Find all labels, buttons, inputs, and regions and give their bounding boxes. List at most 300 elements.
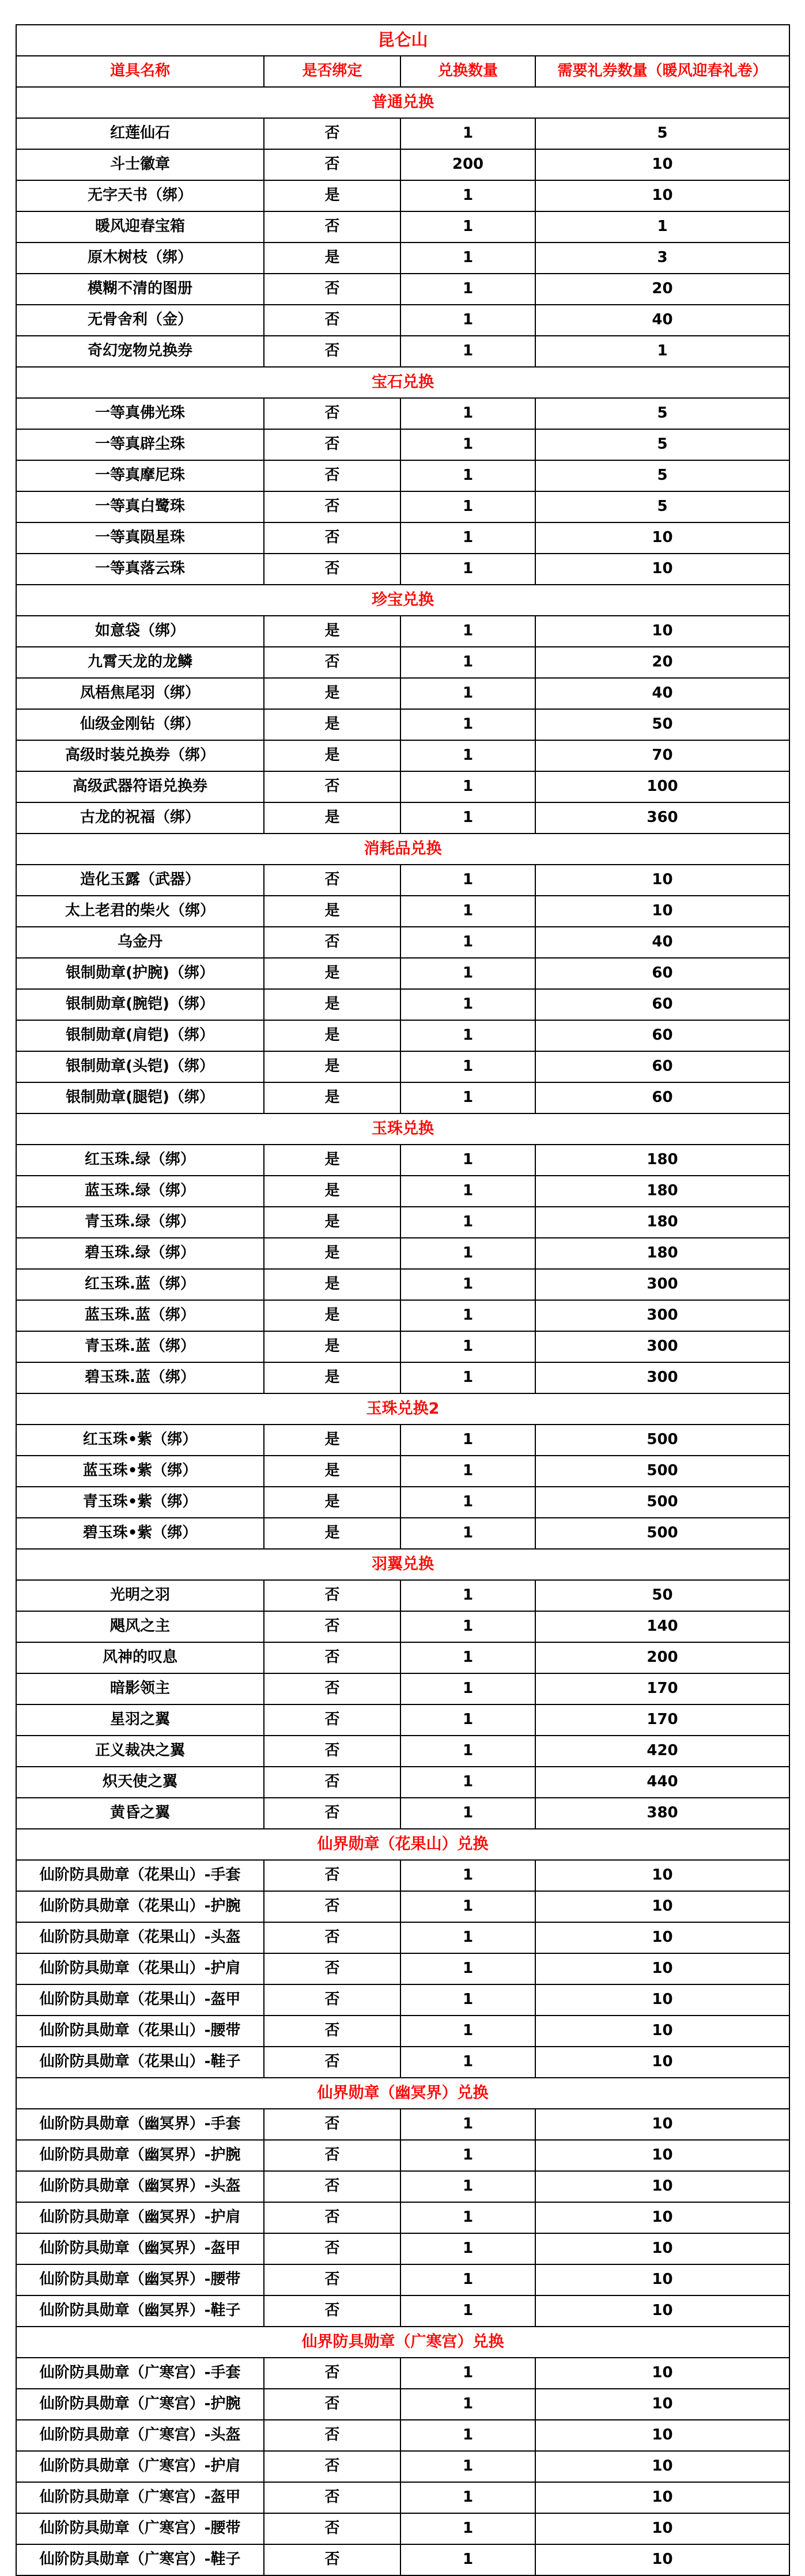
- voucher-cost-cell: 10: [535, 2544, 789, 2575]
- bind-status-cell: 是: [264, 616, 400, 647]
- bind-status-cell: 是: [264, 740, 400, 771]
- item-name-cell: 炽天使之翼: [16, 1767, 264, 1798]
- item-name-cell: 仙阶防具勋章（幽冥界）-手套: [16, 2109, 264, 2140]
- item-row: [16, 1456, 789, 1487]
- item-row: [16, 1798, 789, 1829]
- item-row: [16, 1922, 789, 1953]
- voucher-cost-cell: 440: [535, 1767, 789, 1798]
- bind-status-cell: 否: [264, 647, 400, 678]
- bind-status-cell: 否: [264, 2016, 400, 2047]
- voucher-cost-cell: 60: [535, 1051, 789, 1082]
- exchange-qty-cell: 1: [400, 1611, 535, 1642]
- item-name-cell: 蓝玉珠.绿（绑）: [16, 1176, 264, 1207]
- voucher-cost-cell: 10: [535, 554, 789, 585]
- item-row: [16, 1176, 789, 1207]
- bind-status-cell: 否: [264, 927, 400, 958]
- voucher-cost-cell: 100: [535, 771, 789, 802]
- bind-status-cell: 否: [264, 2451, 400, 2482]
- item-name-cell: 一等真白鹭珠: [16, 491, 264, 522]
- item-name-cell: 仙阶防具勋章（广寒宫）-头盔: [16, 2420, 264, 2451]
- bind-status-cell: 是: [264, 1331, 400, 1362]
- exchange-qty-cell: 1: [400, 1425, 535, 1456]
- exchange-qty-cell: 1: [400, 865, 535, 896]
- item-row: [16, 491, 789, 522]
- item-row: [16, 1642, 789, 1673]
- bind-status-cell: 否: [264, 1953, 400, 1984]
- exchange-qty-cell: 1: [400, 927, 535, 958]
- section-header: 羽翼兑换: [16, 1549, 789, 1580]
- exchange-qty-cell: 1: [400, 2295, 535, 2327]
- item-row: [16, 1736, 789, 1767]
- exchange-qty-cell: 1: [400, 740, 535, 771]
- item-row: [16, 1238, 789, 1269]
- voucher-cost-cell: 10: [535, 2451, 789, 2482]
- item-row: [16, 1518, 789, 1549]
- exchange-qty-cell: 1: [400, 2513, 535, 2544]
- column-header: 是否绑定: [264, 56, 400, 87]
- item-name-cell: 青玉珠.蓝（绑）: [16, 1331, 264, 1362]
- item-row: [16, 398, 789, 429]
- bind-status-cell: 否: [264, 1891, 400, 1922]
- item-row: [16, 1673, 789, 1704]
- voucher-cost-cell: 20: [535, 647, 789, 678]
- exchange-qty-cell: 1: [400, 1767, 535, 1798]
- section-row: [16, 87, 789, 118]
- voucher-cost-cell: 170: [535, 1673, 789, 1704]
- item-row: [16, 989, 789, 1020]
- voucher-cost-cell: 60: [535, 989, 789, 1020]
- voucher-cost-cell: 10: [535, 2389, 789, 2420]
- item-row: [16, 2451, 789, 2482]
- item-row: [16, 709, 789, 740]
- item-row: [16, 647, 789, 678]
- exchange-qty-cell: 1: [400, 802, 535, 834]
- section-header: 玉珠兑换2: [16, 1393, 789, 1425]
- item-name-cell: 蓝玉珠.蓝（绑）: [16, 1300, 264, 1331]
- item-name-cell: 造化玉露（武器）: [16, 865, 264, 896]
- voucher-cost-cell: 10: [535, 1891, 789, 1922]
- bind-status-cell: 否: [264, 1580, 400, 1611]
- item-name-cell: 仙阶防具勋章（花果山）-护腕: [16, 1891, 264, 1922]
- item-row: [16, 1425, 789, 1456]
- exchange-qty-cell: 1: [400, 1704, 535, 1736]
- bind-status-cell: 否: [264, 2295, 400, 2327]
- bind-status-cell: 是: [264, 1176, 400, 1207]
- item-row: [16, 305, 789, 336]
- item-name-cell: 乌金丹: [16, 927, 264, 958]
- exchange-qty-cell: 1: [400, 2451, 535, 2482]
- section-row: [16, 367, 789, 398]
- voucher-cost-cell: 10: [535, 2016, 789, 2047]
- bind-status-cell: 否: [264, 1673, 400, 1704]
- item-name-cell: 仙阶防具勋章（幽冥界）-盔甲: [16, 2233, 264, 2264]
- exchange-qty-cell: 1: [400, 2544, 535, 2575]
- item-name-cell: 高级时装兑换券（绑）: [16, 740, 264, 771]
- bind-status-cell: 否: [264, 554, 400, 585]
- exchange-qty-cell: 1: [400, 1673, 535, 1704]
- exchange-qty-cell: 1: [400, 274, 535, 305]
- section-row: [16, 1829, 789, 1860]
- bind-status-cell: 是: [264, 1425, 400, 1456]
- exchange-qty-cell: 1: [400, 1300, 535, 1331]
- voucher-cost-cell: 10: [535, 2140, 789, 2171]
- item-name-cell: 仙阶防具勋章（广寒宫）-护腕: [16, 2389, 264, 2420]
- exchange-qty-cell: 1: [400, 1082, 535, 1113]
- voucher-cost-cell: 170: [535, 1704, 789, 1736]
- voucher-cost-cell: 180: [535, 1207, 789, 1238]
- exchange-qty-cell: 1: [400, 118, 535, 149]
- bind-status-cell: 否: [264, 149, 400, 180]
- item-row: [16, 1891, 789, 1922]
- bind-status-cell: 是: [264, 180, 400, 211]
- item-name-cell: 红玉珠•紫（绑）: [16, 1425, 264, 1456]
- item-name-cell: 仙阶防具勋章（花果山）-腰带: [16, 2016, 264, 2047]
- exchange-qty-cell: 1: [400, 1020, 535, 1051]
- exchange-qty-cell: 1: [400, 958, 535, 989]
- item-name-cell: 银制勋章(肩铠)（绑）: [16, 1020, 264, 1051]
- table-title-row: [16, 25, 789, 56]
- item-row: [16, 2109, 789, 2140]
- exchange-qty-cell: 1: [400, 243, 535, 274]
- exchange-qty-cell: 1: [400, 678, 535, 709]
- item-row: [16, 1860, 789, 1891]
- exchange-qty-cell: 1: [400, 429, 535, 460]
- item-name-cell: 红莲仙石: [16, 118, 264, 149]
- item-row: [16, 927, 789, 958]
- exchange-qty-cell: 1: [400, 2171, 535, 2202]
- section-header: 玉珠兑换: [16, 1113, 789, 1145]
- voucher-cost-cell: 10: [535, 1984, 789, 2016]
- item-row: [16, 1331, 789, 1362]
- item-row: [16, 896, 789, 927]
- exchange-qty-cell: 1: [400, 896, 535, 927]
- exchange-qty-cell: 200: [400, 149, 535, 180]
- item-row: [16, 118, 789, 149]
- voucher-cost-cell: 10: [535, 2233, 789, 2264]
- item-row: [16, 336, 789, 367]
- bind-status-cell: 否: [264, 2171, 400, 2202]
- item-row: [16, 2264, 789, 2295]
- voucher-cost-cell: 5: [535, 118, 789, 149]
- voucher-cost-cell: 500: [535, 1487, 789, 1518]
- voucher-cost-cell: 420: [535, 1736, 789, 1767]
- voucher-cost-cell: 5: [535, 460, 789, 491]
- section-row: [16, 2327, 789, 2358]
- voucher-cost-cell: 10: [535, 2358, 789, 2389]
- bind-status-cell: 是: [264, 1456, 400, 1487]
- item-name-cell: 银制勋章(腕铠)（绑）: [16, 989, 264, 1020]
- voucher-cost-cell: 500: [535, 1425, 789, 1456]
- bind-status-cell: 否: [264, 460, 400, 491]
- bind-status-cell: 否: [264, 491, 400, 522]
- section-header: 消耗品兑换: [16, 834, 789, 865]
- section-header: 仙界防具勋章（广寒宫）兑换: [16, 2327, 789, 2358]
- bind-status-cell: 否: [264, 2202, 400, 2233]
- item-row: [16, 678, 789, 709]
- bind-status-cell: 是: [264, 1145, 400, 1176]
- exchange-qty-cell: 1: [400, 1798, 535, 1829]
- item-name-cell: 红玉珠.蓝（绑）: [16, 1269, 264, 1300]
- item-name-cell: 银制勋章(腿铠)（绑）: [16, 1082, 264, 1113]
- exchange-qty-cell: 1: [400, 1518, 535, 1549]
- item-row: [16, 958, 789, 989]
- item-row: [16, 522, 789, 554]
- voucher-cost-cell: 40: [535, 305, 789, 336]
- exchange-qty-cell: 1: [400, 2016, 535, 2047]
- voucher-cost-cell: 180: [535, 1145, 789, 1176]
- item-name-cell: 碧玉珠•紫（绑）: [16, 1518, 264, 1549]
- voucher-cost-cell: 180: [535, 1238, 789, 1269]
- item-name-cell: 正义裁决之翼: [16, 1736, 264, 1767]
- voucher-cost-cell: 60: [535, 1082, 789, 1113]
- item-name-cell: 仙阶防具勋章（花果山）-鞋子: [16, 2047, 264, 2078]
- item-name-cell: 仙阶防具勋章（广寒宫）-盔甲: [16, 2482, 264, 2513]
- item-name-cell: 仙级金刚钻（绑）: [16, 709, 264, 740]
- bind-status-cell: 否: [264, 2513, 400, 2544]
- voucher-cost-cell: 360: [535, 802, 789, 834]
- voucher-cost-cell: 10: [535, 2047, 789, 2078]
- bind-status-cell: 是: [264, 989, 400, 1020]
- bind-status-cell: 否: [264, 1767, 400, 1798]
- bind-status-cell: 否: [264, 2264, 400, 2295]
- voucher-cost-cell: 5: [535, 491, 789, 522]
- item-row: [16, 2202, 789, 2233]
- exchange-qty-cell: 1: [400, 1238, 535, 1269]
- voucher-cost-cell: 40: [535, 678, 789, 709]
- bind-status-cell: 否: [264, 1704, 400, 1736]
- voucher-cost-cell: 3: [535, 243, 789, 274]
- item-name-cell: 银制勋章(护腕)（绑）: [16, 958, 264, 989]
- voucher-cost-cell: 10: [535, 522, 789, 554]
- item-name-cell: 青玉珠•紫（绑）: [16, 1487, 264, 1518]
- exchange-qty-cell: 1: [400, 2233, 535, 2264]
- section-header: 仙界勋章（幽冥界）兑换: [16, 2078, 789, 2109]
- item-name-cell: 奇幻宠物兑换券: [16, 336, 264, 367]
- item-name-cell: 一等真落云珠: [16, 554, 264, 585]
- item-row: [16, 2016, 789, 2047]
- item-name-cell: 古龙的祝福（绑）: [16, 802, 264, 834]
- exchange-qty-cell: 1: [400, 1331, 535, 1362]
- item-name-cell: 碧玉珠.蓝（绑）: [16, 1362, 264, 1393]
- item-name-cell: 仙阶防具勋章（幽冥界）-头盔: [16, 2171, 264, 2202]
- item-name-cell: 九霄天龙的龙鳞: [16, 647, 264, 678]
- voucher-cost-cell: 1: [535, 336, 789, 367]
- item-row: [16, 2389, 789, 2420]
- item-row: [16, 802, 789, 834]
- bind-status-cell: 否: [264, 1611, 400, 1642]
- bind-status-cell: 是: [264, 1082, 400, 1113]
- item-row: [16, 274, 789, 305]
- item-row: [16, 1269, 789, 1300]
- item-name-cell: 凤梧焦尾羽（绑）: [16, 678, 264, 709]
- voucher-cost-cell: 40: [535, 927, 789, 958]
- item-row: [16, 1953, 789, 1984]
- item-row: [16, 1984, 789, 2016]
- exchange-qty-cell: 1: [400, 647, 535, 678]
- item-name-cell: 模糊不清的图册: [16, 274, 264, 305]
- item-row: [16, 460, 789, 491]
- section-header: 珍宝兑换: [16, 585, 789, 616]
- exchange-qty-cell: 1: [400, 398, 535, 429]
- voucher-cost-cell: 10: [535, 896, 789, 927]
- bind-status-cell: 是: [264, 1269, 400, 1300]
- item-row: [16, 1145, 789, 1176]
- exchange-qty-cell: 1: [400, 460, 535, 491]
- exchange-qty-cell: 1: [400, 709, 535, 740]
- item-name-cell: 仙阶防具勋章（幽冥界）-鞋子: [16, 2295, 264, 2327]
- exchange-qty-cell: 1: [400, 1145, 535, 1176]
- item-row: [16, 1487, 789, 1518]
- voucher-cost-cell: 1: [535, 211, 789, 243]
- item-name-cell: 光明之羽: [16, 1580, 264, 1611]
- bind-status-cell: 否: [264, 2233, 400, 2264]
- item-name-cell: 原木树枝（绑）: [16, 243, 264, 274]
- bind-status-cell: 是: [264, 1362, 400, 1393]
- exchange-qty-cell: 1: [400, 554, 535, 585]
- voucher-cost-cell: 10: [535, 2513, 789, 2544]
- exchange-qty-cell: 1: [400, 1642, 535, 1673]
- bind-status-cell: 否: [264, 2420, 400, 2451]
- exchange-qty-cell: 1: [400, 2482, 535, 2513]
- item-row: [16, 2140, 789, 2171]
- bind-status-cell: 否: [264, 1798, 400, 1829]
- item-name-cell: 黄昏之翼: [16, 1798, 264, 1829]
- item-name-cell: 一等真陨星珠: [16, 522, 264, 554]
- bind-status-cell: 是: [264, 896, 400, 927]
- voucher-cost-cell: 50: [535, 1580, 789, 1611]
- bind-status-cell: 否: [264, 274, 400, 305]
- voucher-cost-cell: 10: [535, 2482, 789, 2513]
- bind-status-cell: 否: [264, 2389, 400, 2420]
- bind-status-cell: 否: [264, 305, 400, 336]
- section-header: 仙界勋章（花果山）兑换: [16, 1829, 789, 1860]
- voucher-cost-cell: 10: [535, 2264, 789, 2295]
- item-name-cell: 无骨舍利（金）: [16, 305, 264, 336]
- voucher-cost-cell: 10: [535, 1953, 789, 1984]
- exchange-qty-cell: 1: [400, 1984, 535, 2016]
- item-name-cell: 碧玉珠.绿（绑）: [16, 1238, 264, 1269]
- item-name-cell: 飓风之主: [16, 1611, 264, 1642]
- bind-status-cell: 是: [264, 1238, 400, 1269]
- voucher-cost-cell: 60: [535, 1020, 789, 1051]
- bind-status-cell: 是: [264, 1518, 400, 1549]
- voucher-cost-cell: 5: [535, 398, 789, 429]
- exchange-qty-cell: 1: [400, 1580, 535, 1611]
- item-name-cell: 仙阶防具勋章（花果山）-头盔: [16, 1922, 264, 1953]
- voucher-cost-cell: 20: [535, 274, 789, 305]
- item-name-cell: 银制勋章(头铠)（绑）: [16, 1051, 264, 1082]
- item-row: [16, 2233, 789, 2264]
- exchange-qty-cell: 1: [400, 2109, 535, 2140]
- bind-status-cell: 是: [264, 1207, 400, 1238]
- item-name-cell: 一等真辟尘珠: [16, 429, 264, 460]
- voucher-cost-cell: 10: [535, 1860, 789, 1891]
- exchange-qty-cell: 1: [400, 491, 535, 522]
- exchange-qty-cell: 1: [400, 1860, 535, 1891]
- bind-status-cell: 否: [264, 398, 400, 429]
- item-row: [16, 865, 789, 896]
- section-row: [16, 834, 789, 865]
- item-row: [16, 1051, 789, 1082]
- column-header: 兑换数量: [400, 56, 535, 87]
- bind-status-cell: 是: [264, 709, 400, 740]
- bind-status-cell: 否: [264, 2358, 400, 2389]
- item-row: [16, 1082, 789, 1113]
- voucher-cost-cell: 70: [535, 740, 789, 771]
- section-row: [16, 585, 789, 616]
- item-name-cell: 太上老君的柴火（绑）: [16, 896, 264, 927]
- exchange-qty-cell: 1: [400, 522, 535, 554]
- exchange-qty-cell: 1: [400, 2389, 535, 2420]
- item-name-cell: 蓝玉珠•紫（绑）: [16, 1456, 264, 1487]
- item-row: [16, 1020, 789, 1051]
- item-row: [16, 2513, 789, 2544]
- column-header: 需要礼券数量（暖风迎春礼卷）: [535, 56, 789, 87]
- item-name-cell: 仙阶防具勋章（广寒宫）-腰带: [16, 2513, 264, 2544]
- item-name-cell: 仙阶防具勋章（幽冥界）-腰带: [16, 2264, 264, 2295]
- item-row: [16, 1611, 789, 1642]
- item-name-cell: 暖风迎春宝箱: [16, 211, 264, 243]
- bind-status-cell: 否: [264, 1642, 400, 1673]
- item-row: [16, 2047, 789, 2078]
- section-row: [16, 1113, 789, 1145]
- exchange-qty-cell: 1: [400, 989, 535, 1020]
- exchange-qty-cell: 1: [400, 1269, 535, 1300]
- bind-status-cell: 是: [264, 243, 400, 274]
- section-header: 普通兑换: [16, 87, 789, 118]
- item-name-cell: 仙阶防具勋章（广寒宫）-护肩: [16, 2451, 264, 2482]
- item-row: [16, 149, 789, 180]
- voucher-cost-cell: 500: [535, 1518, 789, 1549]
- item-row: [16, 1704, 789, 1736]
- voucher-cost-cell: 10: [535, 865, 789, 896]
- voucher-cost-cell: 10: [535, 616, 789, 647]
- item-name-cell: 仙阶防具勋章（花果山）-护肩: [16, 1953, 264, 1984]
- item-name-cell: 青玉珠.绿（绑）: [16, 1207, 264, 1238]
- voucher-cost-cell: 10: [535, 149, 789, 180]
- voucher-cost-cell: 380: [535, 1798, 789, 1829]
- exchange-qty-cell: 1: [400, 1922, 535, 1953]
- voucher-cost-cell: 10: [535, 1922, 789, 1953]
- exchange-qty-cell: 1: [400, 771, 535, 802]
- item-row: [16, 429, 789, 460]
- exchange-table: [16, 24, 790, 2576]
- exchange-qty-cell: 1: [400, 2358, 535, 2389]
- bind-status-cell: 否: [264, 1736, 400, 1767]
- section-header: 宝石兑换: [16, 367, 789, 398]
- exchange-qty-cell: 1: [400, 616, 535, 647]
- exchange-qty-cell: 1: [400, 1051, 535, 1082]
- voucher-cost-cell: 10: [535, 2109, 789, 2140]
- exchange-qty-cell: 1: [400, 336, 535, 367]
- item-row: [16, 1300, 789, 1331]
- bind-status-cell: 否: [264, 429, 400, 460]
- section-row: [16, 1549, 789, 1580]
- voucher-cost-cell: 300: [535, 1269, 789, 1300]
- exchange-qty-cell: 1: [400, 1891, 535, 1922]
- exchange-qty-cell: 1: [400, 1176, 535, 1207]
- exchange-qty-cell: 1: [400, 1207, 535, 1238]
- voucher-cost-cell: 10: [535, 2420, 789, 2451]
- item-row: [16, 2482, 789, 2513]
- exchange-qty-cell: 1: [400, 1953, 535, 1984]
- voucher-cost-cell: 300: [535, 1300, 789, 1331]
- exchange-qty-cell: 1: [400, 211, 535, 243]
- item-name-cell: 仙阶防具勋章（花果山）-手套: [16, 1860, 264, 1891]
- item-name-cell: 一等真摩尼珠: [16, 460, 264, 491]
- bind-status-cell: 否: [264, 771, 400, 802]
- bind-status-cell: 是: [264, 1020, 400, 1051]
